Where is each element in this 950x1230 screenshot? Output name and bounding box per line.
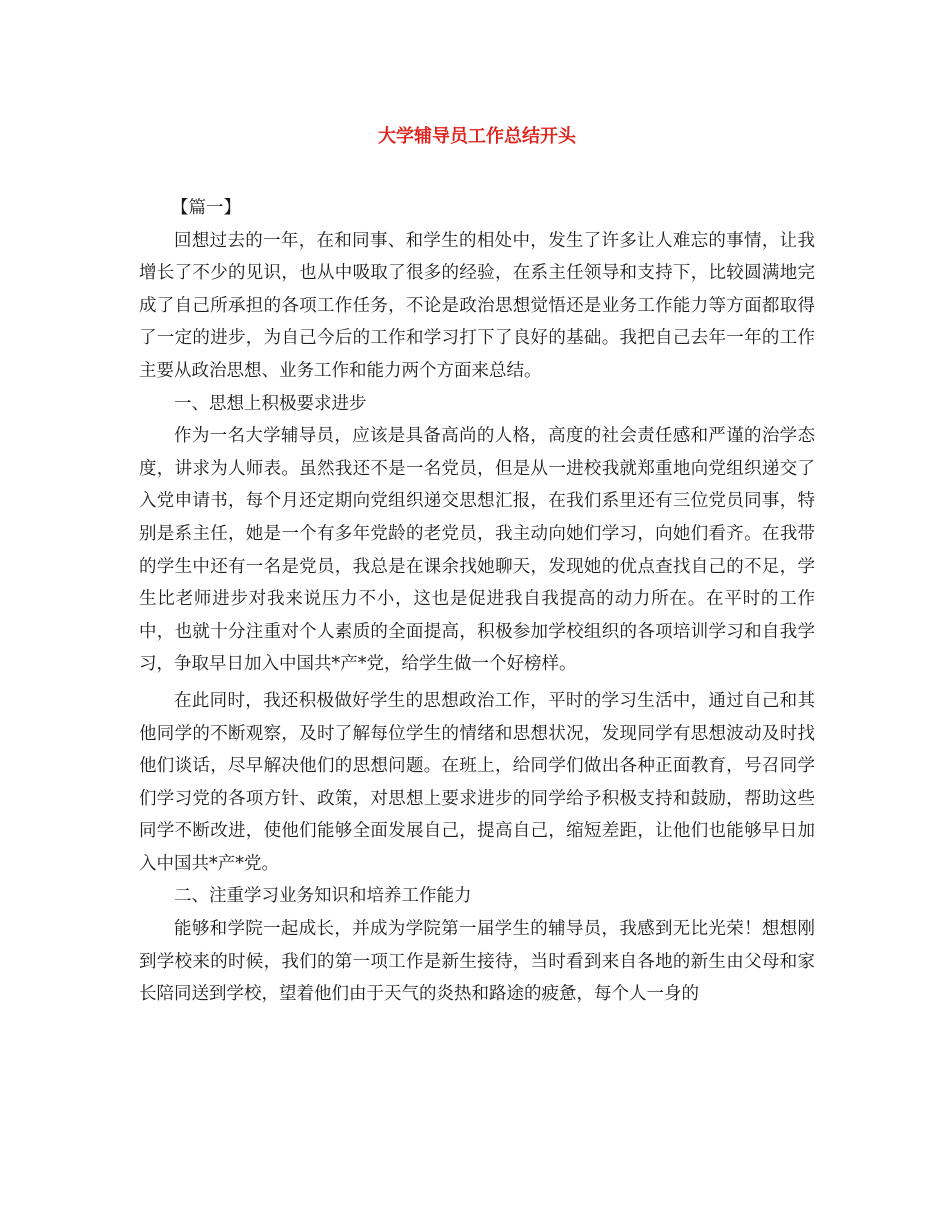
section-heading-1: 一、思想上积极要求进步 (174, 393, 367, 414)
document-body (139, 192, 815, 1011)
paragraph-1: 作为一名大学辅导员，应该是具备高尚的人格，高度的社会责任感和严谨的治学态度，讲求为人师表。虽然我还不是一名党员，但是从一进校我就郑重地向党组织递交了入党申请书，每个月还定期向党组织递交思想汇报，在我们系里还有三位党员同事，特别是系主任，她是一个有多年党龄的老党员，我主动向她们学习，向她们看齐。在我带的学生中还有一名是党员，我总是在课余找她聊天，发现她的优点查找自己的不足，学生比老师进步对我来说压力不小，这也是促进我自我提高的动力所在。在平时的工作中，也就十分注重对个人素质的全面提高，积极参加学校组织的各项培训学习和自我学习，争取早日加入中国共*产*党，给学生做一个好榜样。 (139, 426, 815, 675)
document-title: 大学辅导员工作总结开头 (378, 126, 576, 147)
paragraph-3: 能够和学院一起成长，并成为学院第一届学生的辅导员，我感到无比光荣！想想刚到学校来的时候，我们的第一项工作是新生接待，当时看到来自各地的新生由父母和家长陪同送到学校，望着他们由于天气的炎热和路途的疲惫，每个人一身的 (139, 919, 815, 1005)
section-heading-2: 二、注重学习业务知识和培养工作能力 (174, 886, 472, 907)
paragraph-2: 在此同时，我还积极做好学生的思想政治工作，平时的学习生活中，通过自己和其他同学的不断观察，及时了解每位学生的情绪和思想状况，发现同学有思想波动及时找他们谈话，尽早解决他们的思想问题。在班上，给同学们做出各种正面教育，号召同学们学习党的各项方针、政策，对思想上要求进步的同学给予积极支持和鼓励，帮助这些同学不断改进，使他们能够全面发展自己，提高自己，缩短差距，让他们也能够早日加入中国共*产*党。 (139, 690, 815, 874)
section-label: 【篇一】 (171, 198, 241, 218)
paragraph-intro: 回想过去的一年，在和同事、和学生的相处中，发生了许多让人难忘的事情，让我增长了不少的见识，也从中吸取了很多的经验，在系主任领导和支持下，比较圆满地完成了自己所承担的各项工作任务，不论是政治思想觉悟还是业务工作能力等方面都取得了一定的进步，为自己今后的工作和学习打下了良好的基础。我把自己去年一年的工作主要从政治思想、业务工作和能力两个方面来总结。 (139, 230, 815, 381)
